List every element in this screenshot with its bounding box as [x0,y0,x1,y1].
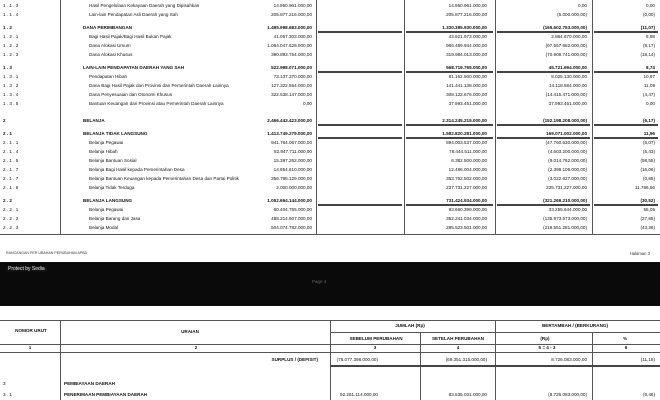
row-selisih: 14.118.584.000,00 [549,83,587,88]
row-selisih: (3.022.627.000,00) [548,176,587,181]
row-selisih: (321.269.210.000,00) [543,198,587,203]
row-number: 2 . 1 . 7 [3,176,19,181]
row-uraian: Belanja Bantuan Sosial [89,158,137,163]
footer-document-title: RANCANGAN PER UBAHAN PERUBAHAN APBD [6,251,88,255]
row-sebelum: 522.998.071.000,00 [271,65,312,70]
row-selisih: (9.014.762.000,00) [548,158,587,163]
row-sebelum: 2.000.000.000,00 [276,185,312,190]
row-setelah: 319.984.013.000,00 [446,52,487,57]
column-number-3: 3 [373,345,377,350]
row-sebelum: 60.404.755.000,00 [273,207,312,212]
column-number-6: 6 [624,345,628,350]
row-uraian: DANA PERIMBANGAN [83,25,133,30]
column-separator [404,0,405,234]
row-sebelum: 2.466.443.423.000,00 [267,118,312,123]
column-number-4: 4 [456,345,460,350]
surplus-persen: (11,18) [640,357,655,362]
column-separator [592,0,593,234]
row-sebelum: 14.950.961.000,00 [273,3,312,8]
row-selisih: 37.993.451.000,00 [548,101,587,106]
row-uraian: BELANJA TIDAK LANGSUNG [83,131,148,136]
row-uraian: Bantuan Keuangan dari Provinsi atau Pemerintah Daerah Lainnya [89,101,224,106]
surplus-row [0,355,660,364]
row-selisih: 235.731.227.000,00 [546,185,587,190]
row-setelah: 966.489.944.000,00 [446,43,487,48]
table-bottom-border [0,234,660,235]
row-selisih: (14.415.471.000,00) [545,92,587,97]
row-persen: 8,74 [646,65,655,70]
row-number: 1 . 3 . 4 [3,92,19,97]
table-row [0,32,660,41]
table-row [0,223,660,232]
row-number: 2 . 1 . 1 [3,140,19,145]
footer-page-number: Halaman 3 [629,251,650,256]
row-uraian: Pendapatan Hibah [89,74,128,79]
row-sebelum: 322.538.147.000,00 [271,92,312,97]
row-setelah: 894.003.537.000,00 [446,140,487,145]
table-row [0,183,660,192]
row-selisih: (2.398.106.000,00) [548,167,587,172]
document-page-2 [0,306,660,400]
row-uraian: Belanja Barang dan Jasa [89,216,141,221]
row-setelah: 6.382.500.000,00 [451,158,487,163]
row-persen: (6,17) [642,118,655,123]
table-row [0,147,660,156]
table-row [0,10,660,19]
row-uraian: Dana Alokasi Khusus [89,52,133,57]
column-separator [316,0,317,234]
row-sebelum: 390.893.754.000,00 [271,52,312,57]
table-row [0,1,660,10]
table-row [0,390,660,399]
row-selisih: (135.973.573.000,00) [543,216,587,221]
table-row [0,72,660,81]
row-setelah: 352.241.034.000,00 [446,216,487,221]
row-setelah: 37.993.451.000,00 [448,101,487,106]
row-selisih: 169.071.002.000,00 [546,131,587,136]
row-persen: 6,98 [646,34,655,39]
row-number: 1 . 2 . 2 [3,43,19,48]
row-number: 2 [3,118,6,123]
row-persen: 0,00 [646,3,655,8]
row-number: 1 . 2 [3,25,12,30]
row-setelah: 83.535.031.000,00 [448,392,487,397]
row-selisih: 2.864.670.000,00 [551,34,587,39]
row-selisih: (218.551.281.000,00) [543,225,587,230]
column-number-1: 1 [28,345,32,350]
row-uraian: Hasil Pengelolaan Kekayaan Daerah yang Dipisahkan [89,3,200,8]
row-uraian: Dana Alokasi Umum [89,43,131,48]
row-persen: (0,00) [642,12,655,17]
row-persen: 11.786,56 [634,185,655,190]
row-number: 1 . 2 . 3 [3,52,19,57]
row-selisih: (4.503.200.000,00) [548,149,587,154]
row-selisih: (152.198.208.000,00) [543,118,587,123]
row-setelah: 353.762.502.000,00 [446,176,487,181]
row-uraian: Bagi Hasil Pajak/Bagi Hasil Bukan Pajak [89,34,172,39]
row-persen: (9,17) [642,43,655,48]
header-uraian: URAIAN [181,329,199,334]
row-setelah: 1.330.395.930.000,00 [442,25,487,30]
table-row [0,379,660,388]
table-row [0,156,660,165]
row-persen: 55,05 [643,207,655,212]
row-persen: (5,43) [642,149,655,154]
column-separator [60,0,61,234]
row-persen: (4,47) [642,92,655,97]
row-selisih: (70.909.741.000,00) [545,52,587,57]
row-number: 3 . 1 [3,392,12,397]
page-marker: Page 4 [312,279,327,284]
row-setelah: 568.719.765.000,00 [446,65,487,70]
surplus-sebelum: (78.077.398.000,00) [336,357,378,362]
row-selisih: 33.255.644.000,00 [548,207,587,212]
row-setelah: 78.444.511.000,00 [449,149,487,154]
column-number-5: 5 = 4 - 3 [538,345,556,350]
column-separator [495,0,496,234]
total-double-rule [406,124,493,126]
row-persen: 11,96 [643,131,655,136]
row-sebelum: 1.052.694.144.000,00 [267,198,312,203]
row-uraian: Belanja Pegawai [89,207,124,212]
row-uraian: Dana Bagi Hasil Pajak dari Provinsi dan Pemerintah Daerah Lainnya [89,83,229,88]
header-jumlah: JUMLAH (Rp) [395,323,425,328]
header-bertambah-berkurang: BERTAMBAH / (BERKURANG) [541,323,608,328]
row-persen: (43,36) [640,225,655,230]
row-number: 1 . 3 . 2 [3,83,19,88]
row-uraian: BELANJA LANGSUNG [83,198,133,203]
row-selisih: (47.760.530.000,00) [545,140,587,145]
row-selisih: 45.721.694.000,00 [548,65,587,70]
row-sebelum: 15.397.262.000,00 [273,158,312,163]
row-number: 1 . 3 . 1 [3,74,19,79]
row-setelah: 205.877.216.000,00 [446,12,487,17]
surplus-selisih: 8.726.083.000,00 [551,357,587,362]
table-row [0,138,660,147]
row-persen: (30,52) [640,198,655,203]
row-uraian: Belanja Tidak Terduga [89,185,135,190]
table-row [0,205,660,214]
table-row [0,41,660,50]
row-persen: (58,55) [640,158,655,163]
row-setelah: 1.582.820.281.000,00 [442,131,487,136]
row-sebelum: 14.854.610.000,00 [273,167,312,172]
row-number: 2 . 2 . 2 [3,216,19,221]
table-row [0,99,660,108]
row-uraian: Belanja Pegawai [89,140,124,145]
row-persen: (16,06) [640,167,655,172]
page-gap [0,262,660,306]
header-rp: (Rp) [540,336,550,341]
table-row [0,50,660,59]
row-number: 2 . 1 . 7 [3,167,19,172]
row-persen: (11,07) [640,25,655,30]
row-number: 2 . 2 . 3 [3,225,19,230]
row-setelah: 93.660.399.000,00 [448,207,487,212]
row-number: 2 . 1 . 5 [3,158,19,163]
table-row [0,214,660,223]
row-selisih: (8.726.083.000,00) [548,392,587,397]
protect-watermark: Protect by Sedia [8,266,45,272]
row-setelah: 43.921.973.000,00 [448,34,487,39]
header-nomor-urut: NOMOR URUT [15,328,47,333]
row-number: 1 . 1 . 4 [3,12,19,17]
row-persen: (9,46) [642,392,655,397]
row-number: 2 . 2 . 1 [3,207,19,212]
surplus-setelah: (69.351.315.000,00) [445,357,487,362]
row-sebelum: 41.057.303.000,00 [273,34,312,39]
row-persen: (18,14) [640,52,655,57]
row-persen: 11,09 [643,83,655,88]
row-setelah: 81.162.500.000,00 [448,74,487,79]
row-number: 2 . 1 . 4 [3,149,19,154]
row-sebelum: 488.214.607.000,00 [271,216,312,221]
row-selisih: 8.025.130.000,00 [551,74,587,79]
row-sebelum: 73.137.370.000,00 [273,74,312,79]
row-uraian: LAIN-LAIN PENDAPATAN DAERAH YANG SAH [83,65,185,70]
row-sebelum: 205.877.216.000,00 [271,12,312,17]
table-row [0,174,660,183]
row-persen: 0,00 [646,101,655,106]
surplus-label: SURPLUS / (DEFISIT) [271,357,318,362]
row-selisih: (165.602.753.000,00) [543,25,587,30]
row-setelah: 141.441.138.000,00 [446,83,487,88]
row-sebelum: 1.413.749.279.000,00 [267,131,312,136]
row-sebelum: 127.322.554.000,00 [271,83,312,88]
row-persen: (0,85) [642,176,655,181]
row-sebelum: 1.495.998.683.000,00 [267,25,312,30]
header-percent: % [622,336,628,341]
row-sebelum: 92.261.114.000,00 [340,392,378,397]
row-number: 1 . 3 . 5 [3,101,19,106]
row-selisih: (97.557.682.000,00) [545,43,587,48]
row-sebelum: 0,00 [303,101,312,106]
row-uraian: PENERIMAAN PEMBIAYAAN DAERAH [64,392,148,397]
row-selisih: 0,00 [578,3,587,8]
row-uraian: Belanja Hibah [89,149,118,154]
row-uraian: Belanja Bagi Hasil kepada Pemerintahan Desa [89,167,185,172]
row-number: 2 . 1 . 8 [3,185,19,190]
row-sebelum: 1.064.047.626.000,00 [267,43,312,48]
row-uraian: Belanja Bantuan Keuangan kepada Pemerintahan Desa dan Partai Politik [89,176,239,181]
row-sebelum: 356.785.129.000,00 [271,176,312,181]
row-number: 2 . 2 [3,198,12,203]
row-uraian: Dana Penyesuaian dan Otonomi Khusus [89,92,172,97]
row-setelah: 731.424.934.000,00 [446,198,487,203]
row-number: 1 . 3 [3,65,12,70]
table-row [0,81,660,90]
table-row [0,90,660,99]
row-uraian: PEMBIAYAAN DAERAH [64,381,115,386]
row-setelah: 237.731.227.000,00 [446,185,487,190]
row-uraian: BELANJA [83,118,105,123]
total-double-rule [497,124,590,126]
row-setelah: 308.122.676.000,00 [446,92,487,97]
row-setelah: 12.486.004.000,00 [448,167,487,172]
row-setelah: 2.314.245.215.000,00 [442,118,487,123]
row-persen: 10,97 [643,74,655,79]
row-sebelum: 82.947.711.000,00 [274,149,312,154]
row-number: 3 [3,381,6,386]
row-uraian: Belanja Modal [89,225,119,230]
table-row [0,165,660,174]
row-sebelum: 504.074.782.000,00 [271,225,312,230]
header-setelah-perubahan: SETELAH PERUBAHAN [431,336,485,341]
row-sebelum: 941.764.067.000,00 [271,140,312,145]
column-number-2: 2 [194,345,198,350]
row-number: 1 . 2 . 1 [3,34,19,39]
row-persen: (5,07) [642,140,655,145]
total-double-rule [318,124,402,126]
header-sebelum-perubahan: SEBELUM PERUBAHAN [349,336,403,341]
row-setelah: 285.523.501.000,00 [446,225,487,230]
row-uraian: Lain-lain Pendapatan Asli Daerah yang Sah [89,12,178,17]
row-selisih: (5.000.000,00) [557,12,587,17]
row-setelah: 14.950.961.000,00 [448,3,487,8]
row-number: 2 . 1 [3,131,12,136]
row-number: 1 . 1 . 3 [3,3,19,8]
row-persen: (27,85) [640,216,655,221]
surplus-double-rule [330,365,660,367]
total-double-rule [594,124,658,126]
